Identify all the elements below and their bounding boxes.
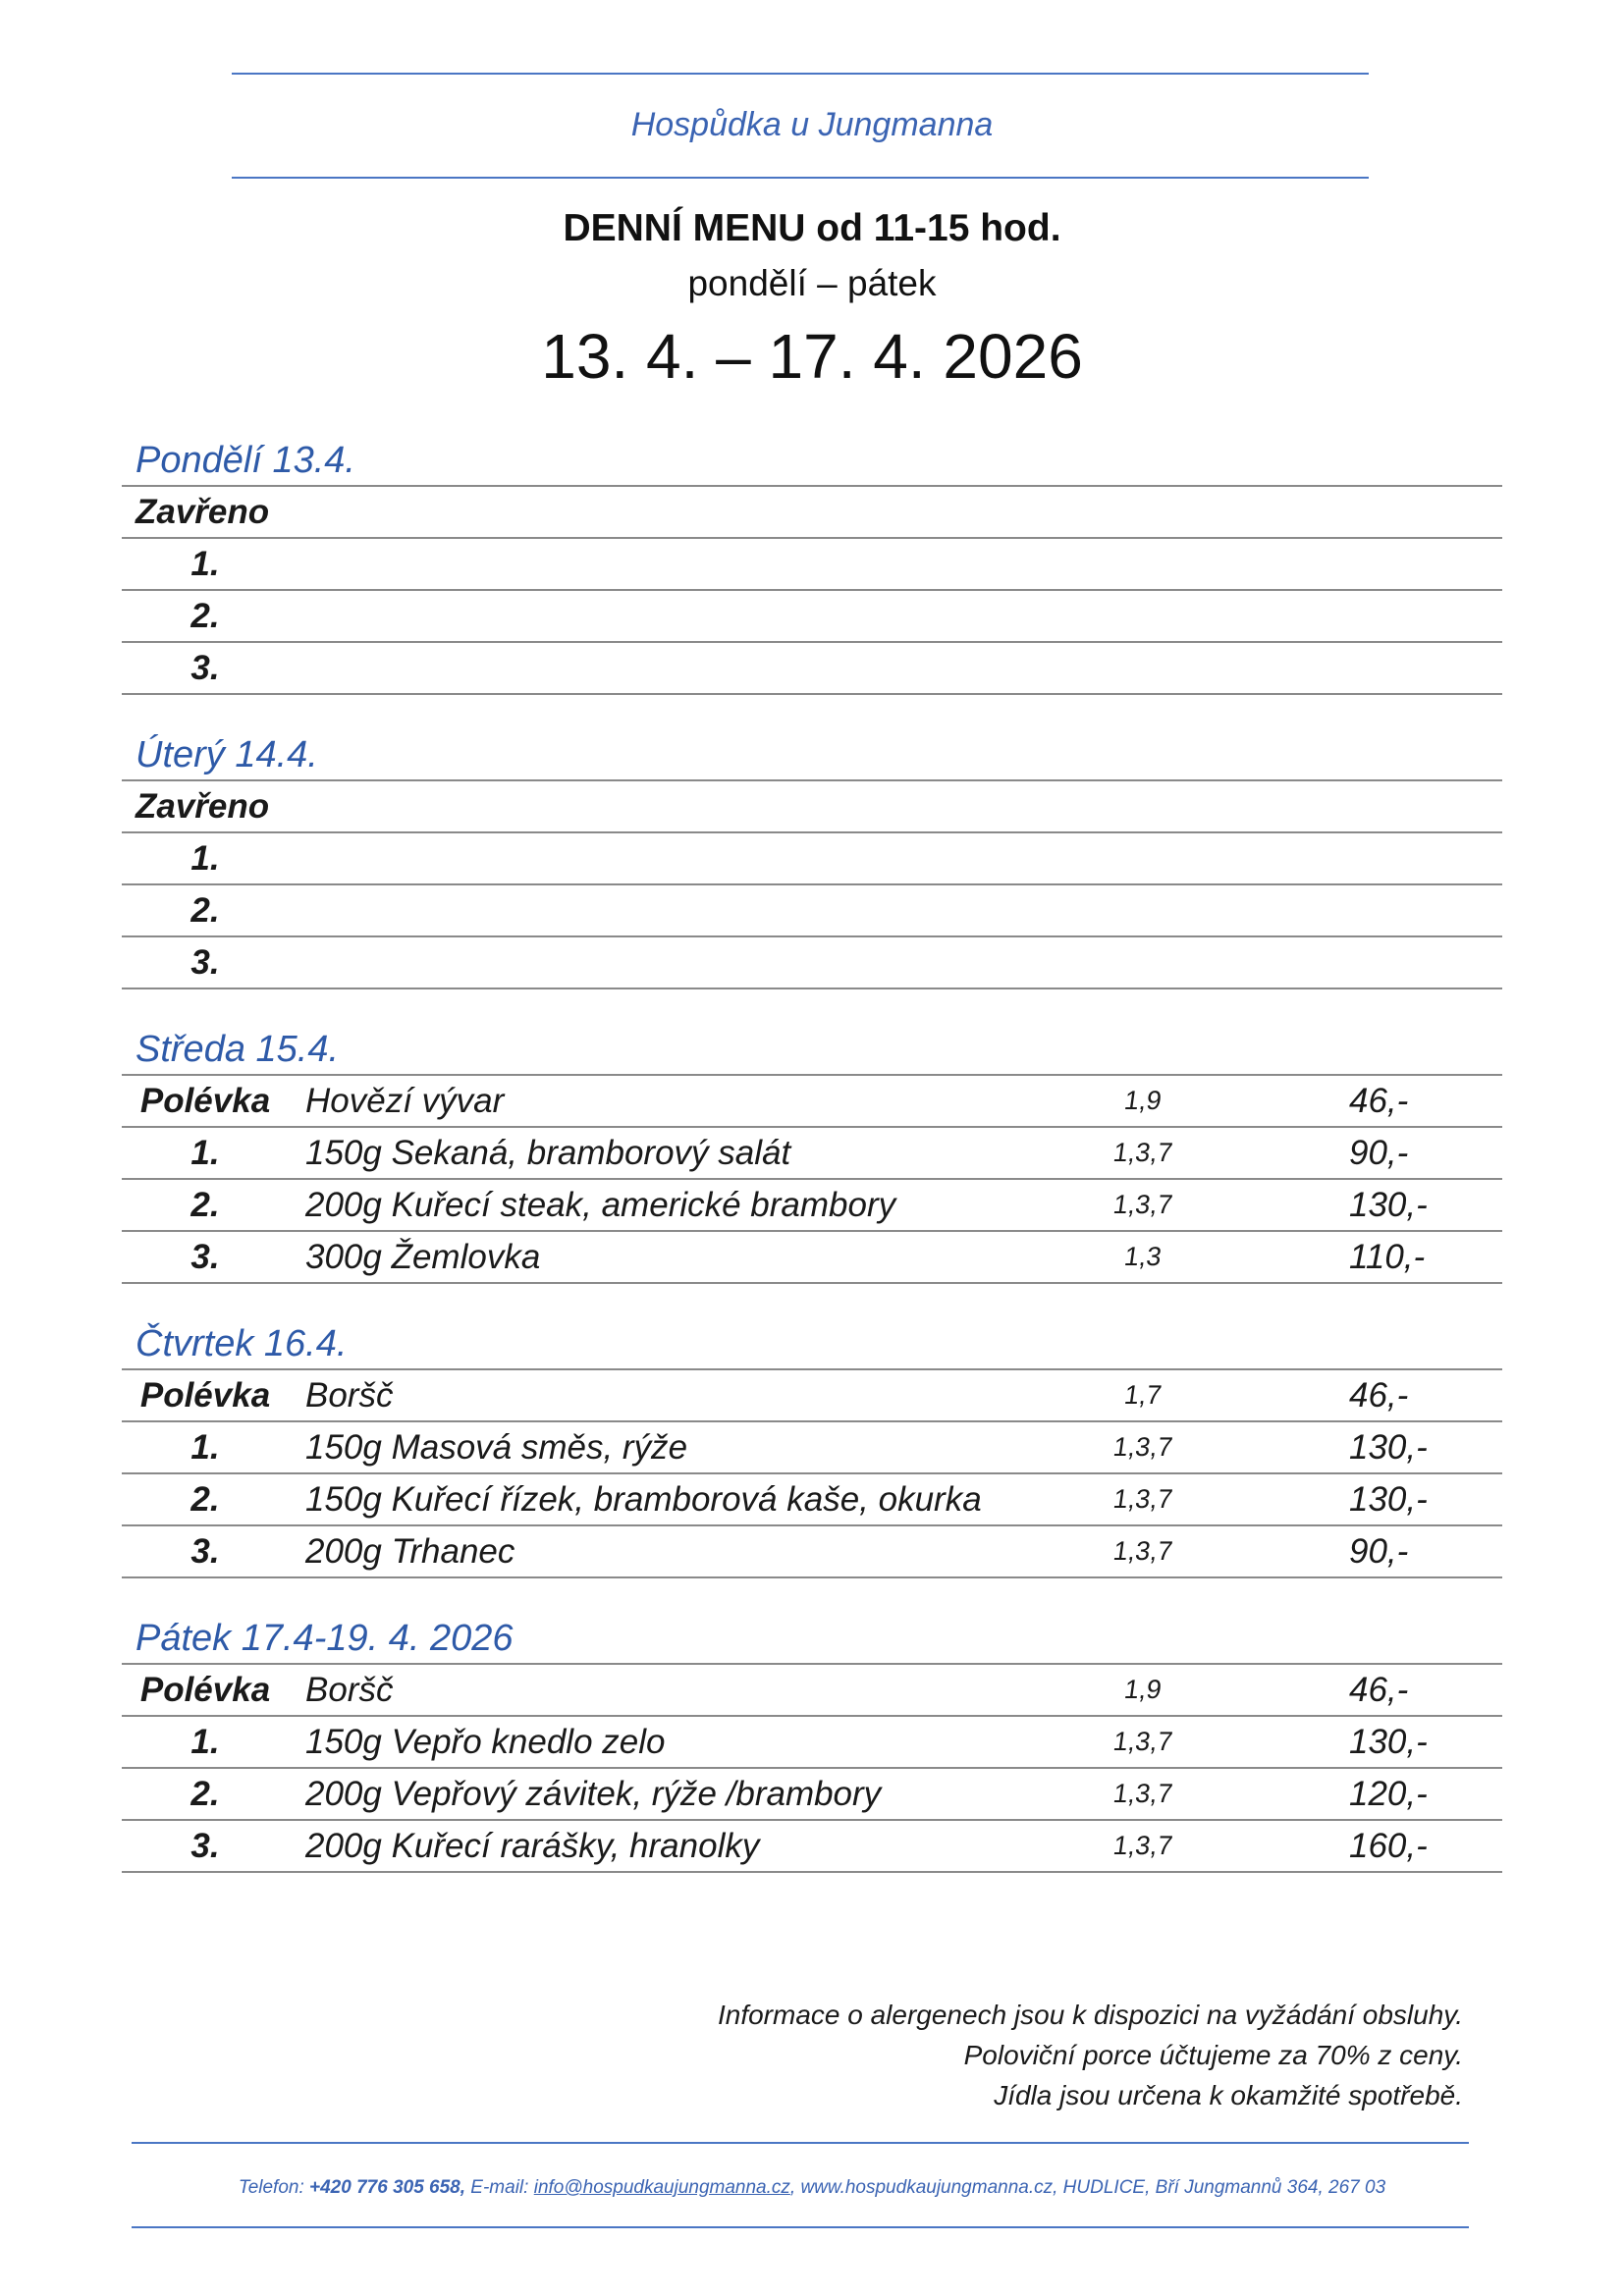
item-number: 3. bbox=[190, 649, 220, 687]
menu-row bbox=[122, 1180, 1502, 1232]
item-number: 1. bbox=[190, 839, 220, 878]
day-title: Středa 15.4. bbox=[122, 1025, 1502, 1076]
note-line: Poloviční porce účtujeme za 70% z ceny. bbox=[963, 2040, 1463, 2070]
dish-name: 200g Vepřový závitek, rýže /brambory bbox=[305, 1775, 882, 1813]
email-link[interactable]: info@hospudkaujungmanna.cz bbox=[533, 2177, 790, 2198]
day-title: Pondělí 13.4. bbox=[122, 436, 1502, 487]
menu-row bbox=[122, 1717, 1502, 1769]
footer-bottom-rule bbox=[132, 2226, 1469, 2228]
menu-row bbox=[122, 1769, 1502, 1821]
day-section-monday bbox=[122, 436, 1502, 695]
item-number: 1. bbox=[190, 1134, 220, 1172]
menu-row-soup bbox=[122, 1370, 1502, 1422]
day-title: Čtvrtek 16.4. bbox=[122, 1319, 1502, 1370]
price: 130,- bbox=[1349, 1428, 1428, 1467]
item-number: 3. bbox=[190, 1238, 220, 1276]
price: 90,- bbox=[1349, 1134, 1409, 1172]
price: 46,- bbox=[1349, 1082, 1409, 1120]
closed-label: Zavřeno bbox=[135, 493, 270, 531]
price: 46,- bbox=[1349, 1671, 1409, 1709]
allergens: 1,3 bbox=[1122, 1242, 1164, 1271]
item-number: 3. bbox=[190, 1827, 220, 1865]
notes bbox=[718, 1995, 1463, 2115]
address: HUDLICE, Bří Jungmannů 364, 267 03 bbox=[1057, 2177, 1386, 2198]
menu-row-soup bbox=[122, 781, 1502, 833]
dish-name: 200g Trhanec bbox=[305, 1532, 515, 1571]
footer-contact bbox=[0, 2177, 1624, 2199]
allergens: 1,3,7 bbox=[1110, 1190, 1175, 1219]
day-section-friday bbox=[122, 1614, 1502, 1873]
menu-row bbox=[122, 833, 1502, 885]
menu-row bbox=[122, 591, 1502, 643]
allergens: 1,3,7 bbox=[1110, 1831, 1175, 1860]
phone-label: Telefon: bbox=[238, 2177, 310, 2198]
menu-row-soup bbox=[122, 487, 1502, 539]
dish-name: 150g Sekaná, bramborový salát bbox=[305, 1134, 791, 1172]
dish-name: 200g Kuřecí rarášky, hranolky bbox=[305, 1827, 760, 1865]
dish-name: 150g Vepřo knedlo zelo bbox=[305, 1723, 666, 1761]
header-bottom-rule bbox=[232, 177, 1369, 179]
price: 130,- bbox=[1349, 1186, 1428, 1224]
day-title: Pátek 17.4-19. 4. 2026 bbox=[122, 1614, 1502, 1665]
allergens: 1,7 bbox=[1122, 1380, 1164, 1410]
menu-row bbox=[122, 1821, 1502, 1873]
dish-name: Hovězí vývar bbox=[305, 1082, 505, 1120]
dish-name: 200g Kuřecí steak, americké brambory bbox=[305, 1186, 896, 1224]
allergens: 1,3,7 bbox=[1110, 1779, 1175, 1808]
menu-subtitle: pondělí – pátek bbox=[687, 263, 937, 303]
soup-label: Polévka bbox=[139, 1082, 271, 1120]
menu-row bbox=[122, 539, 1502, 591]
dish-name: 300g Žemlovka bbox=[305, 1238, 541, 1276]
item-number: 1. bbox=[190, 545, 220, 583]
allergens: 1,3,7 bbox=[1110, 1484, 1175, 1514]
menu-row bbox=[122, 1422, 1502, 1474]
menu-row-soup bbox=[122, 1076, 1502, 1128]
menu-row bbox=[122, 1232, 1502, 1284]
phone-number: +420 776 305 658, bbox=[309, 2177, 466, 2198]
menu-row bbox=[122, 885, 1502, 937]
email-label: E-mail: bbox=[465, 2177, 534, 2198]
dish-name: Boršč bbox=[305, 1376, 394, 1415]
menu-row-soup bbox=[122, 1665, 1502, 1717]
header-top-rule bbox=[232, 73, 1369, 75]
item-number: 1. bbox=[190, 1428, 220, 1467]
price: 46,- bbox=[1349, 1376, 1409, 1415]
soup-label: Polévka bbox=[139, 1376, 271, 1415]
menu-row bbox=[122, 643, 1502, 695]
soup-label: Polévka bbox=[139, 1671, 271, 1709]
allergens: 1,9 bbox=[1122, 1675, 1164, 1704]
item-number: 2. bbox=[190, 597, 220, 635]
menu-row bbox=[122, 1128, 1502, 1180]
dish-name: 150g Masová směs, rýže bbox=[305, 1428, 688, 1467]
item-number: 2. bbox=[190, 1775, 220, 1813]
allergens: 1,3,7 bbox=[1110, 1727, 1175, 1756]
note-line: Informace o alergenech jsou k dispozici na vyžádání obsluhy. bbox=[717, 2000, 1463, 2030]
item-number: 2. bbox=[190, 1186, 220, 1224]
footer-top-rule bbox=[132, 2142, 1469, 2144]
website-link[interactable]: , www.hospudkaujungmanna.cz, bbox=[789, 2177, 1058, 2198]
day-section-thursday bbox=[122, 1319, 1502, 1578]
allergens: 1,3,7 bbox=[1110, 1138, 1175, 1167]
menu-row bbox=[122, 937, 1502, 989]
price: 160,- bbox=[1349, 1827, 1428, 1865]
price: 110,- bbox=[1349, 1238, 1426, 1276]
allergens: 1,3,7 bbox=[1110, 1536, 1175, 1566]
menu-title: DENNÍ MENU od 11-15 hod. bbox=[563, 207, 1061, 249]
item-number: 1. bbox=[190, 1723, 220, 1761]
price: 130,- bbox=[1349, 1723, 1428, 1761]
dish-name: Boršč bbox=[305, 1671, 394, 1709]
item-number: 2. bbox=[190, 1480, 220, 1519]
menu-row bbox=[122, 1526, 1502, 1578]
day-section-tuesday bbox=[122, 730, 1502, 989]
allergens: 1,3,7 bbox=[1110, 1432, 1175, 1462]
day-section-wednesday bbox=[122, 1025, 1502, 1284]
item-number: 3. bbox=[190, 1532, 220, 1571]
item-number: 2. bbox=[190, 891, 220, 930]
price: 120,- bbox=[1349, 1775, 1428, 1813]
day-title: Úterý 14.4. bbox=[122, 730, 1502, 781]
dish-name: 150g Kuřecí řízek, bramborová kaše, okurka bbox=[305, 1480, 982, 1519]
item-number: 3. bbox=[190, 943, 220, 982]
price: 130,- bbox=[1349, 1480, 1428, 1519]
price: 90,- bbox=[1349, 1532, 1409, 1571]
restaurant-name: Hospůdka u Jungmanna bbox=[630, 106, 994, 143]
allergens: 1,9 bbox=[1122, 1086, 1164, 1115]
note-line: Jídla jsou určena k okamžité spotřebě. bbox=[994, 2080, 1463, 2110]
date-range: 13. 4. – 17. 4. 2026 bbox=[541, 321, 1083, 392]
closed-label: Zavřeno bbox=[135, 787, 270, 826]
menu-row bbox=[122, 1474, 1502, 1526]
